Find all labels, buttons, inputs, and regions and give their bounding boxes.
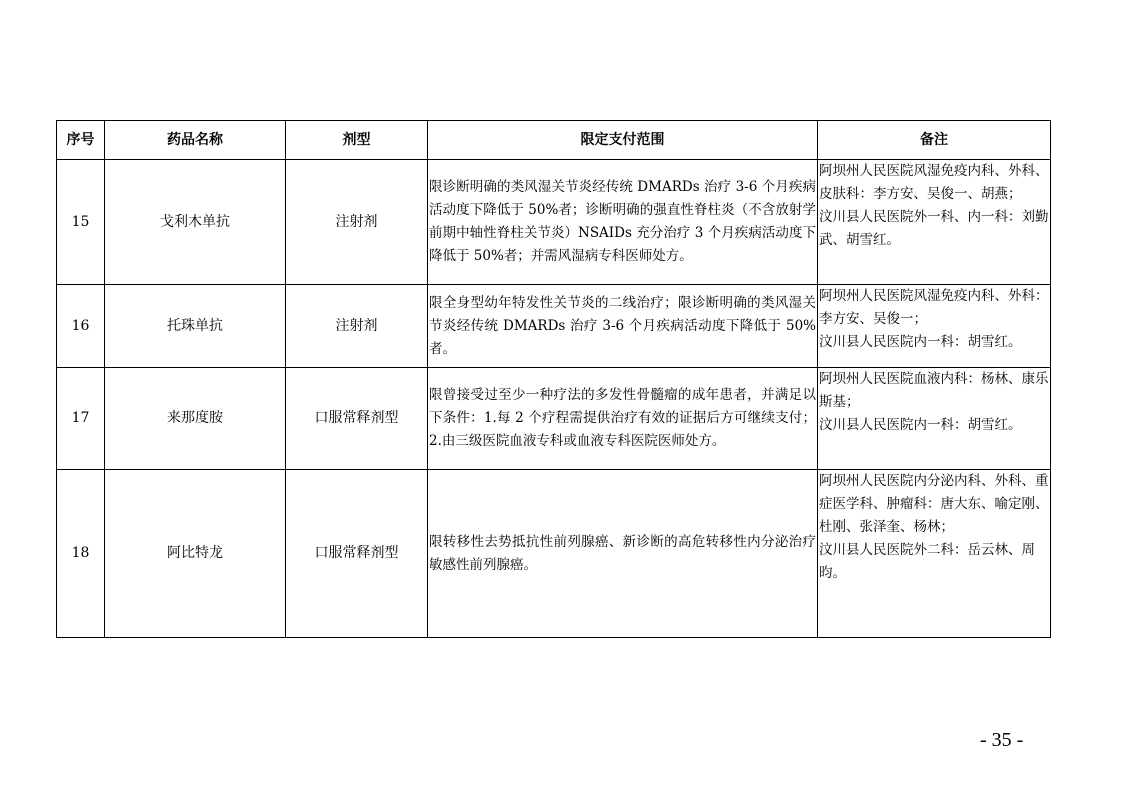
- cell-payment-scope: 限诊断明确的类风湿关节炎经传统 DMARDs 治疗 3-6 个月疾病活动度下降低于 50%者；诊断明确的强直性脊柱炎（不含放射学前期中轴性脊柱关节炎）NSAIDs 充分治疗 3 个月疾病活动度下降低于 50%者；并需风湿病专科医师处方。: [428, 160, 818, 285]
- header-seq: 序号: [57, 121, 105, 160]
- cell-drug-name: 来那度胺: [105, 368, 286, 470]
- cell-remarks: [818, 470, 1051, 638]
- page-number: - 35 -: [980, 729, 1024, 751]
- table-row: [57, 368, 1051, 470]
- remark-line: 汶川县人民医院内一科：胡雪红。: [819, 417, 1022, 433]
- cell-payment-scope: 限转移性去势抵抗性前列腺癌、新诊断的高危转移性内分泌治疗敏感性前列腺癌。: [428, 470, 818, 638]
- cell-dosage-form: 注射剂: [286, 285, 428, 368]
- table-header-row: [57, 121, 1051, 160]
- remark-line: 阿坝州人民医院风湿免疫内科、外科、皮肤科：李方安、吴俊一、胡燕；: [819, 163, 1049, 202]
- header-dosage-form: 剂型: [286, 121, 428, 160]
- cell-remarks: [818, 368, 1051, 470]
- drug-table: [56, 120, 1051, 638]
- cell-seq: 17: [57, 368, 105, 470]
- cell-remarks: [818, 285, 1051, 368]
- cell-drug-name: 阿比特龙: [105, 470, 286, 638]
- cell-payment-scope: 限全身型幼年特发性关节炎的二线治疗；限诊断明确的类风湿关节炎经传统 DMARDs 治疗 3-6 个月疾病活动度下降低于 50%者。: [428, 285, 818, 368]
- cell-drug-name: 戈利木单抗: [105, 160, 286, 285]
- table-row: [57, 160, 1051, 285]
- cell-seq: 16: [57, 285, 105, 368]
- header-remarks: 备注: [818, 121, 1051, 160]
- remark-line: 汶川县人民医院外一科、内一科：刘勤武、胡雪红。: [819, 209, 1049, 248]
- remark-line: 阿坝州人民医院内分泌内科、外科、重症医学科、肿瘤科：唐大东、喻定刚、杜刚、张泽奎、杨林；: [819, 473, 1049, 535]
- cell-payment-scope: 限曾接受过至少一种疗法的多发性骨髓瘤的成年患者，并满足以下条件：1.每 2 个疗程需提供治疗有效的证据后方可继续支付；2.由三级医院血液专科或血液专科医院医师处方。: [428, 368, 818, 470]
- cell-seq: 15: [57, 160, 105, 285]
- header-payment-scope: 限定支付范围: [428, 121, 818, 160]
- table-row: [57, 285, 1051, 368]
- cell-dosage-form: 注射剂: [286, 160, 428, 285]
- cell-dosage-form: 口服常释剂型: [286, 368, 428, 470]
- cell-remarks: [818, 160, 1051, 285]
- cell-seq: 18: [57, 470, 105, 638]
- remark-line: 汶川县人民医院外二科：岳云林、周昀。: [819, 542, 1035, 581]
- table-row: [57, 470, 1051, 638]
- cell-drug-name: 托珠单抗: [105, 285, 286, 368]
- header-drug-name: 药品名称: [105, 121, 286, 160]
- remark-line: 阿坝州人民医院风湿免疫内科、外科：李方安、吴俊一；: [819, 288, 1049, 327]
- cell-dosage-form: 口服常释剂型: [286, 470, 428, 638]
- remark-line: 阿坝州人民医院血液内科：杨林、康乐斯基；: [819, 371, 1049, 410]
- remark-line: 汶川县人民医院内一科：胡雪红。: [819, 334, 1022, 350]
